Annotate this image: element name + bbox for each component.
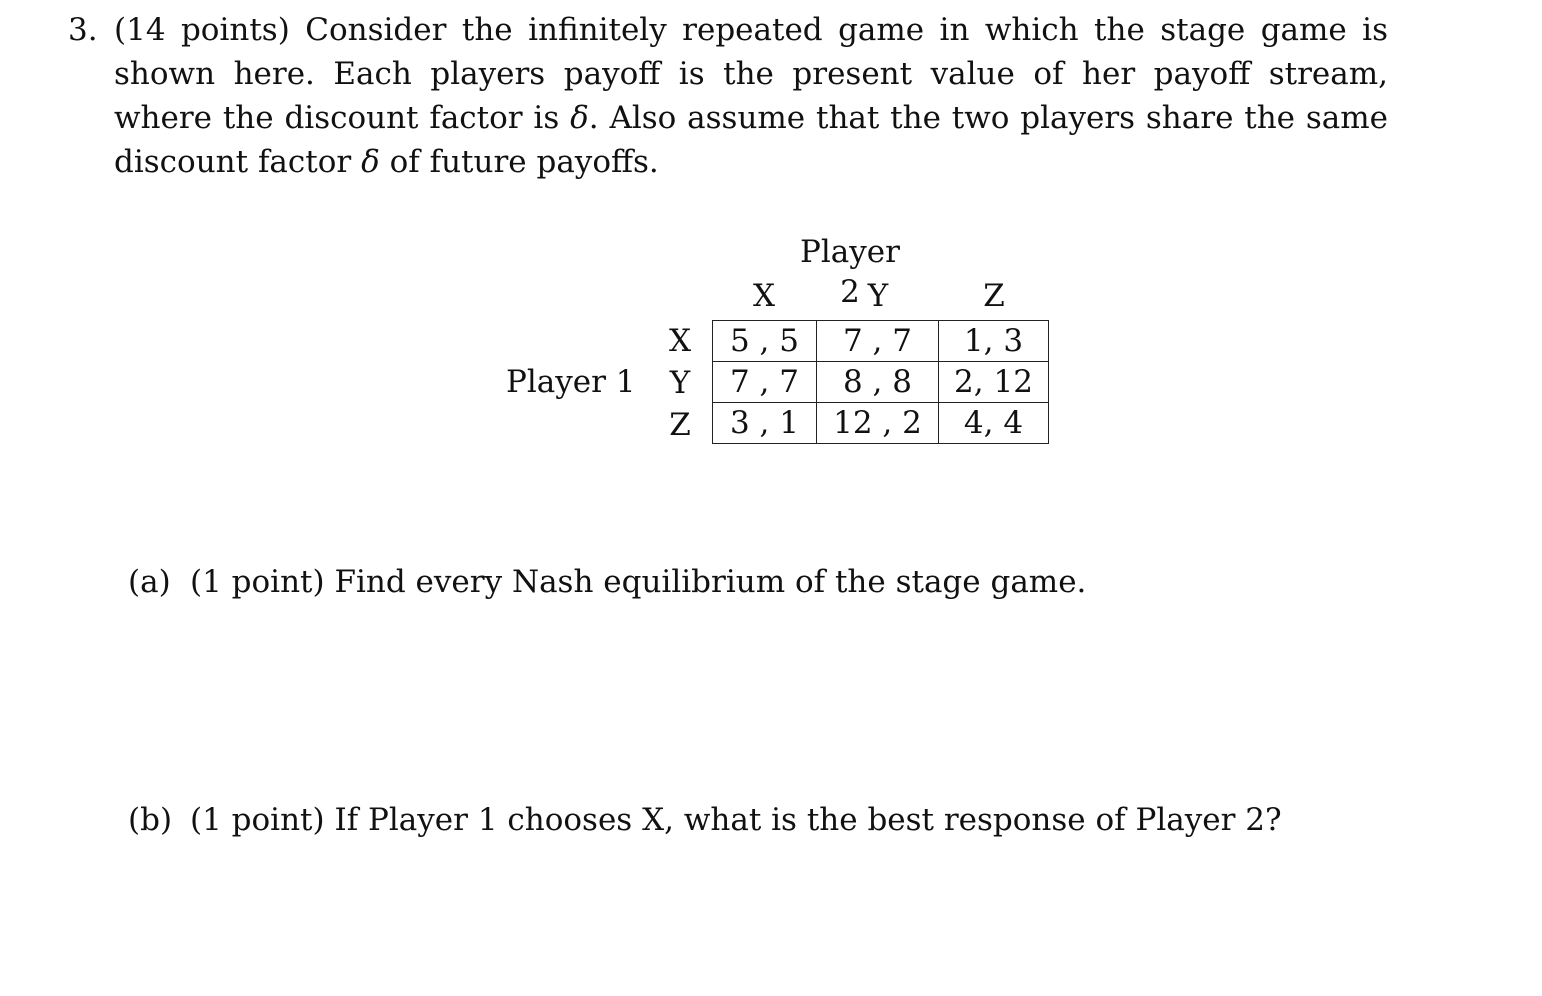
statement-line-1: Consider the infinitely repeated game in which the stage game is shown [114,12,1389,92]
column-label-x: X [752,278,776,314]
player1-label: Player 1 [506,364,636,400]
column-label-z: Z [983,278,1005,314]
payoff-cell: 2, 12 [939,362,1049,403]
part-a-text: (1 point) Find every Nash equilibrium of the stage game. [190,564,1087,600]
payoff-cell: 4, 4 [939,403,1049,444]
statement-line-4: . Also assume that the two players share the same discount [114,100,1388,180]
problem-3 [68,8,1388,184]
payoff-row-x [713,321,1049,362]
delta-symbol: δ [361,144,380,180]
payoff-row-y [713,362,1049,403]
problem-number: 3. [68,12,98,48]
row-label-x: X [668,323,692,359]
row-label-z: Z [669,407,691,443]
payoff-matrix [500,228,1060,458]
delta-symbol: δ [570,100,589,136]
payoff-cell: 7 , 7 [817,321,939,362]
payoff-cell: 8 , 8 [817,362,939,403]
part-b [128,798,1282,842]
payoff-cell: 5 , 5 [713,321,817,362]
statement-line-5: factor [257,144,352,180]
payoff-cell: 12 , 2 [817,403,939,444]
payoff-cell: 7 , 7 [713,362,817,403]
payoff-cell: 1, 3 [939,321,1049,362]
problem-points: (14 points) [114,12,290,48]
part-b-text: (1 point) If Player 1 chooses X, what is the best response of Player 2? [190,802,1282,838]
row-label-y: Y [669,365,691,401]
payoff-cell: 3 , 1 [713,403,817,444]
part-a [128,560,1086,604]
problem-statement [114,8,1388,184]
statement-line-6: of future payoffs. [389,144,659,180]
column-label-y: Y [867,278,889,314]
payoff-table [712,320,1049,444]
payoff-row-z [713,403,1049,444]
part-a-label: (a) [128,564,171,600]
statement-line-3: discount factor is [284,100,560,136]
statement-line-2: here. Each players payoff is the present value of her payoff stream, where the [114,56,1388,136]
part-b-label: (b) [128,802,173,838]
player2-label: Player 2 [800,234,900,310]
